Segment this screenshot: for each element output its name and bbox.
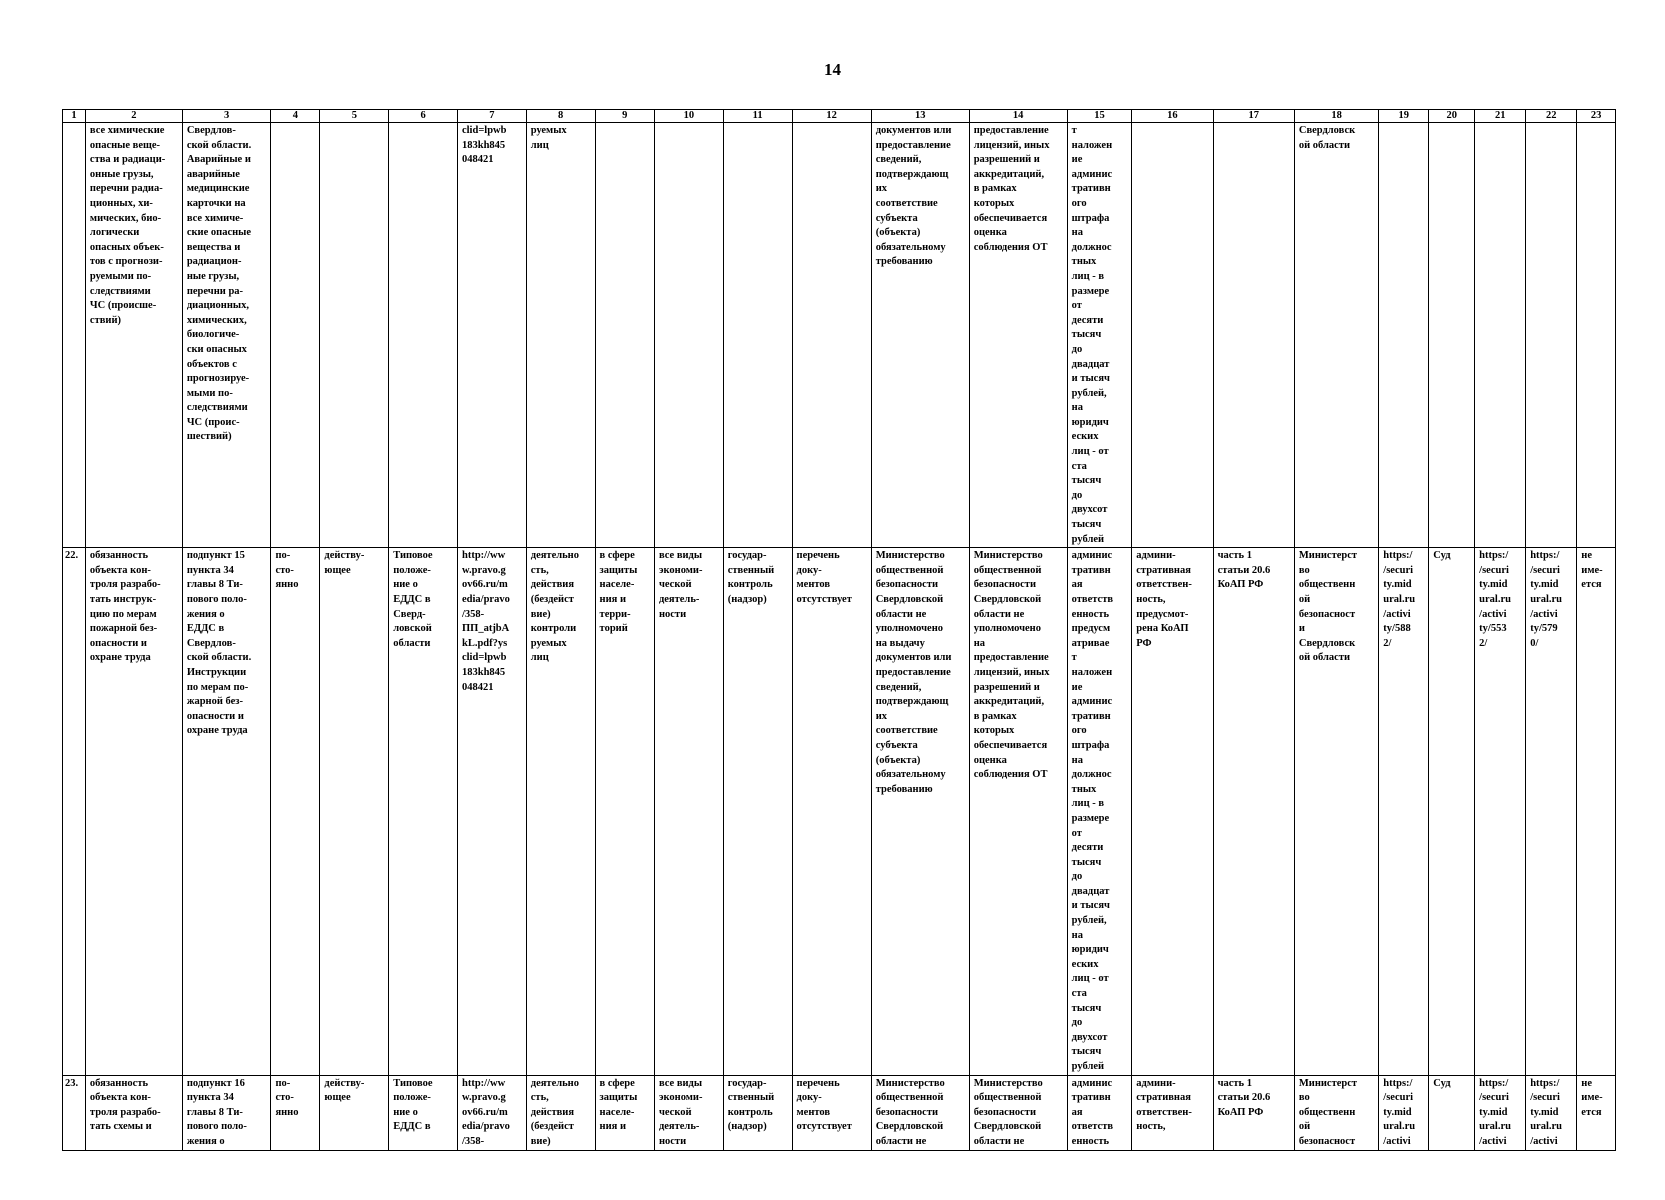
column-number-3: 3 xyxy=(182,110,271,123)
column-number-18: 18 xyxy=(1294,110,1378,123)
table-cell-col-6 xyxy=(389,123,458,548)
table-cell-col-22: https:/ /securi ty.mid ural.ru /activi ty/579 0/ xyxy=(1526,548,1577,1075)
table-cell-col-17 xyxy=(1213,123,1294,548)
table-cell-col-5: действу- ющее xyxy=(320,548,389,1075)
column-number-6: 6 xyxy=(389,110,458,123)
table-cell-col-19 xyxy=(1379,123,1429,548)
requirements-table xyxy=(62,109,1616,1151)
table-cell-col-21 xyxy=(1475,123,1526,548)
column-number-14: 14 xyxy=(969,110,1067,123)
table-cell-col-15: админис тративн ая ответств енность предусм атривае т наложен ие админис тративн ого штрафа на должнос тных лиц - в размере от десяти тысяч до двадцат и тысяч рублей, на юридич еских лиц - от ста тысяч до двухсот тысяч рублей xyxy=(1067,548,1132,1075)
table-cell-col-9: в сфере защиты населе- ния и терри- торий xyxy=(595,548,654,1075)
page-number: 14 xyxy=(824,60,841,79)
table-cell-col-20: Суд xyxy=(1429,548,1475,1075)
table-cell-col-10: все виды экономи- ческой деятель- ности xyxy=(654,1075,723,1150)
column-number-22: 22 xyxy=(1526,110,1577,123)
table-cell-col-14: предоставление лицензий, иных разрешений и аккредитаций, в рамках которых обеспечивается оценка соблюдения ОТ xyxy=(969,123,1067,548)
table-cell-col-17: часть 1 статьи 20.6 КоАП РФ xyxy=(1213,1075,1294,1150)
column-number-13: 13 xyxy=(871,110,969,123)
table-cell-col-7: http://ww w.pravo.g ov66.ru/m edia/pravo /358- xyxy=(457,1075,526,1150)
table-row xyxy=(63,123,1616,548)
table-cell-col-1 xyxy=(63,123,86,548)
table-cell-col-15: админис тративн ая ответств енность xyxy=(1067,1075,1132,1150)
column-number-2: 2 xyxy=(85,110,182,123)
column-number-23: 23 xyxy=(1577,110,1616,123)
table-cell-col-4: по- сто- янно xyxy=(271,548,320,1075)
column-number-15: 15 xyxy=(1067,110,1132,123)
column-number-11: 11 xyxy=(723,110,792,123)
table-row xyxy=(63,1075,1616,1150)
table-cell-col-12: перечень доку- ментов отсутствует xyxy=(792,548,871,1075)
table-cell-col-9 xyxy=(595,123,654,548)
table-cell-col-8: руемых лиц xyxy=(526,123,595,548)
table-cell-col-20: Суд xyxy=(1429,1075,1475,1150)
table-cell-col-15: т наложен ие админис тративн ого штрафа на должнос тных лиц - в размере от десяти тысяч до двадцат и тысяч рублей, на юридич еских лиц - от ста тысяч до двухсот тысяч рублей xyxy=(1067,123,1132,548)
table-cell-col-18: Министерст во общественн ой безопасност xyxy=(1294,1075,1378,1150)
column-number-17: 17 xyxy=(1213,110,1294,123)
table-cell-col-16 xyxy=(1132,123,1213,548)
table-cell-col-10 xyxy=(654,123,723,548)
table-cell-col-7: http://ww w.pravo.g ov66.ru/m edia/pravo /358- ПП_atjbA kL.pdf?ys clid=lpwb 183kh845 048421 xyxy=(457,548,526,1075)
table-cell-col-19: https:/ /securi ty.mid ural.ru /activi ty/588 2/ xyxy=(1379,548,1429,1075)
table-cell-col-23 xyxy=(1577,123,1616,548)
table-cell-col-2: обязанность объекта кон- троля разрабо- тать схемы и xyxy=(85,1075,182,1150)
table-cell-col-5 xyxy=(320,123,389,548)
column-number-7: 7 xyxy=(457,110,526,123)
table-cell-col-21: https:/ /securi ty.mid ural.ru /activi ty/553 2/ xyxy=(1475,548,1526,1075)
table-cell-col-13: Министерство общественной безопасности Свердловской области не уполномочено на выдачу документов или предоставление сведений, подтверждающ их соответствие субъекта (объекта) обязательному требованию xyxy=(871,548,969,1075)
table-cell-col-4: по- сто- янно xyxy=(271,1075,320,1150)
column-number-21: 21 xyxy=(1475,110,1526,123)
column-number-8: 8 xyxy=(526,110,595,123)
table-row xyxy=(63,548,1616,1075)
column-number-20: 20 xyxy=(1429,110,1475,123)
table-cell-col-8: деятельно сть, действия (бездейст вие) контроли руемых лиц xyxy=(526,548,595,1075)
column-number-9: 9 xyxy=(595,110,654,123)
table-cell-col-19: https:/ /securi ty.mid ural.ru /activi xyxy=(1379,1075,1429,1150)
column-numbers-row xyxy=(63,110,1616,123)
table-cell-col-1: 22. xyxy=(63,548,86,1075)
column-number-19: 19 xyxy=(1379,110,1429,123)
table-cell-col-8: деятельно сть, действия (бездейст вие) xyxy=(526,1075,595,1150)
table-cell-col-18: Министерст во общественн ой безопасност и Свердловск ой области xyxy=(1294,548,1378,1075)
table-cell-col-16: админи- стративная ответствен- ность, предусмот- рена КоАП РФ xyxy=(1132,548,1213,1075)
table-cell-col-21: https:/ /securi ty.mid ural.ru /activi xyxy=(1475,1075,1526,1150)
table-cell-col-6: Типовое положе- ние о ЕДДС в Сверд- ловской области xyxy=(389,548,458,1075)
table-cell-col-14: Министерство общественной безопасности Свердловской области не xyxy=(969,1075,1067,1150)
table-cell-col-11: государ- ственный контроль (надзор) xyxy=(723,1075,792,1150)
table-cell-col-2: все химические опасные веще- ства и радиаци- онные грузы, перечни радиа- ционных, хи- мических, био- логически опасных объек- тов с прогнози- руемыми по- следствиями ЧС (происше- ствий) xyxy=(85,123,182,548)
table-cell-col-3: Свердлов- ской области. Аварийные и аварийные медицинские карточки на все химиче- ские опасные вещества и радиацион- ные грузы, перечни ра- диационных, химических, биологиче- ски опасных объектов с прогнозируе- мыми по- следствиями ЧС (проис- шествий) xyxy=(182,123,271,548)
table-cell-col-5: действу- ющее xyxy=(320,1075,389,1150)
column-number-16: 16 xyxy=(1132,110,1213,123)
table-cell-col-3: подпункт 16 пункта 34 главы 8 Ти- пового поло- жения о xyxy=(182,1075,271,1150)
table-cell-col-23: не име- ется xyxy=(1577,548,1616,1075)
table-cell-col-6: Типовое положе- ние о ЕДДС в xyxy=(389,1075,458,1150)
table-cell-col-22 xyxy=(1526,123,1577,548)
table-cell-col-3: подпункт 15 пункта 34 главы 8 Ти- пового поло- жения о ЕДДС в Свердлов- ской области. Инструкции по мерам по- жарной без- опасности и охране труда xyxy=(182,548,271,1075)
table-body xyxy=(63,123,1616,1151)
table-cell-col-11 xyxy=(723,123,792,548)
table-cell-col-16: админи- стративная ответствен- ность, xyxy=(1132,1075,1213,1150)
column-number-1: 1 xyxy=(63,110,86,123)
table-cell-col-7: clid=lpwb 183kh845 048421 xyxy=(457,123,526,548)
table-cell-col-14: Министерство общественной безопасности Свердловской области не уполномочено на предоставление лицензий, иных разрешений и аккредитаций, в рамках которых обеспечивается оценка соблюдения ОТ xyxy=(969,548,1067,1075)
table-cell-col-11: государ- ственный контроль (надзор) xyxy=(723,548,792,1075)
table-cell-col-20 xyxy=(1429,123,1475,548)
table-cell-col-12 xyxy=(792,123,871,548)
table-cell-col-12: перечень доку- ментов отсутствует xyxy=(792,1075,871,1150)
table-cell-col-2: обязанность объекта кон- троля разрабо- тать инструк- цию по мерам пожарной без- опасности и охране труда xyxy=(85,548,182,1075)
column-number-10: 10 xyxy=(654,110,723,123)
table-cell-col-13: документов или предоставление сведений, подтверждающ их соответствие субъекта (объекта) обязательному требованию xyxy=(871,123,969,548)
table-cell-col-13: Министерство общественной безопасности Свердловской области не xyxy=(871,1075,969,1150)
table-cell-col-23: не име- ется xyxy=(1577,1075,1616,1150)
column-number-5: 5 xyxy=(320,110,389,123)
column-number-12: 12 xyxy=(792,110,871,123)
table-cell-col-4 xyxy=(271,123,320,548)
table-cell-col-1: 23. xyxy=(63,1075,86,1150)
table-cell-col-17: часть 1 статьи 20.6 КоАП РФ xyxy=(1213,548,1294,1075)
table-cell-col-18: Свердловск ой области xyxy=(1294,123,1378,548)
table-cell-col-9: в сфере защиты населе- ния и xyxy=(595,1075,654,1150)
table-cell-col-10: все виды экономи- ческой деятель- ности xyxy=(654,548,723,1075)
table-cell-col-22: https:/ /securi ty.mid ural.ru /activi xyxy=(1526,1075,1577,1150)
column-number-4: 4 xyxy=(271,110,320,123)
